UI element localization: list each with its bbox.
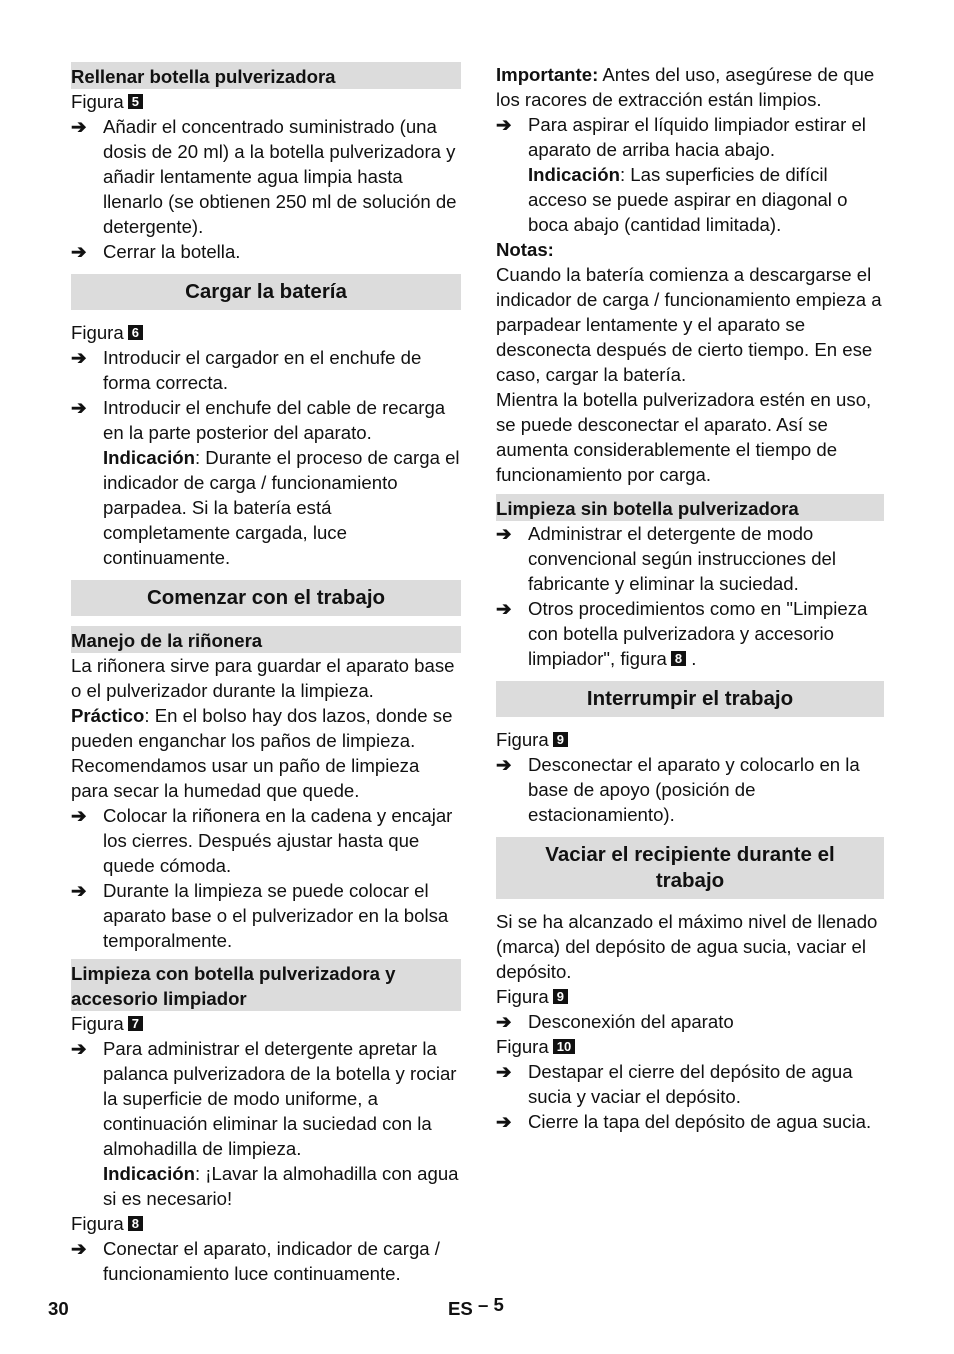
page-number: 30: [48, 1298, 69, 1319]
step-body: Para administrar el detergente apretar la palanca pulverizadora de la botella y rociar la superficie de modo uniforme, a continuación eliminar la suciedad con la almohadilla de limpieza.: [103, 1038, 457, 1159]
note-text: : Durante el proceso de carga el indicador de carga / funcionamiento parpadea. Si la batería está completamente cargada, luce continuamente.: [103, 447, 460, 568]
step-end: .: [691, 648, 697, 669]
step-text: [103, 395, 461, 570]
arrow-right-icon: ➔: [496, 1111, 512, 1132]
figura-label: Figura: [71, 91, 124, 112]
figure-number: 8: [671, 651, 686, 666]
arrow-right-icon: ➔: [71, 1238, 87, 1259]
step-text: Añadir el concentrado suministrado (una dosis de 20 ml) a la botella pulverizadora y añadir lentamente agua limpia hasta llenarlo (se obtienen 250 ml de solución de detergente).: [103, 116, 457, 237]
practico-text: : En el bolso hay dos lazos, donde se pueden enganchar los paños de limpieza. Recomendamos usar un paño de limpieza para secar la humedad que quede.: [71, 705, 453, 801]
note-label: Indicación: [528, 164, 620, 185]
arrow-right-icon: ➔: [71, 1038, 87, 1059]
arrow-right-icon: ➔: [71, 116, 87, 137]
importante-text: Antes del uso, asegúrese de que los racores de extracción están limpios.: [496, 64, 875, 110]
arrow-right-icon: ➔: [496, 1011, 512, 1032]
figura-label: Figura: [496, 729, 549, 750]
step-body: Para aspirar el líquido limpiador estirar el aparato de arriba hacia abajo.: [528, 114, 866, 160]
figura-label: Figura: [71, 1013, 124, 1034]
instruction-step: [71, 114, 461, 239]
step-body: Otros procedimientos como en "Limpieza con botella pulverizadora y accesorio limpiador", figura: [528, 598, 868, 669]
step-text: Desconectar el aparato y colocarlo en la base de apoyo (posición de estacionamiento).: [528, 754, 860, 825]
figure-ref: [71, 1011, 461, 1036]
arrow-right-icon: ➔: [496, 598, 512, 619]
figura-label: Figura: [71, 1213, 124, 1234]
note-text: : ¡Lavar la almohadilla con agua si es necesario!: [103, 1163, 459, 1209]
figure-number: 7: [128, 1016, 143, 1031]
step-text: Administrar el detergente de modo convencional según instrucciones del fabricante y eliminar la suciedad.: [528, 523, 837, 594]
figure-ref: [496, 984, 884, 1009]
instruction-step: [496, 596, 884, 671]
step-text: Conectar el aparato, indicador de carga / funcionamiento luce continuamente.: [103, 1238, 440, 1284]
figure-ref: [496, 727, 884, 752]
heading-limpieza-con: Limpieza con botella pulverizadora y accesorio limpiador: [71, 959, 461, 1011]
heading-sin-botella: Limpieza sin botella pulverizadora: [496, 494, 884, 521]
note-label: Indicación: [103, 447, 195, 468]
arrow-right-icon: ➔: [71, 397, 87, 418]
footer-section: [448, 1294, 504, 1320]
figura-label: Figura: [496, 986, 549, 1007]
instruction-step: [71, 803, 461, 878]
heading-interrumpir: Interrumpir el trabajo: [496, 681, 884, 717]
paragraph: Cuando la batería comienza a descargarse el indicador de carga / funcionamiento empieza a parpadear lentamente y el aparato se desconecta después de cierto tiempo. En ese caso, cargar la batería.: [496, 264, 882, 385]
instruction-step: [496, 1009, 884, 1034]
step-body: Introducir el enchufe del cable de recarga en la parte posterior del aparato.: [103, 397, 446, 443]
step-text: Cerrar la botella.: [103, 241, 241, 262]
step-text: Cierre la tapa del depósito de agua sucia.: [528, 1111, 872, 1132]
left-column: [71, 62, 461, 1286]
figure-ref: [71, 89, 461, 114]
instruction-step: [71, 1236, 461, 1286]
step-text: [103, 1036, 461, 1211]
instruction-step: [71, 239, 461, 264]
instruction-step: [496, 752, 884, 827]
footer-section-number: – 5: [477, 1294, 504, 1315]
notas-label: Notas:: [496, 239, 554, 260]
figure-number: 9: [553, 989, 568, 1004]
paragraph: Mientra la botella pulverizadora estén en uso, se puede desconectar el aparato. Así se aumenta considerablemente el tiempo de funcionamiento por carga.: [496, 389, 872, 485]
note-text: : Las superficies de difícil acceso se puede aspirar en diagonal o boca abajo (cantidad limitada).: [528, 164, 848, 235]
paragraph: [496, 62, 884, 112]
instruction-step: [71, 395, 461, 570]
instruction-step: [496, 1109, 884, 1134]
arrow-right-icon: ➔: [496, 754, 512, 775]
figura-label: Figura: [496, 1036, 549, 1057]
arrow-right-icon: ➔: [71, 805, 87, 826]
figure-number: 6: [128, 325, 143, 340]
notas-heading: [496, 237, 884, 262]
footer-lang: ES: [448, 1298, 473, 1319]
instruction-step: [496, 1059, 884, 1109]
arrow-right-icon: ➔: [496, 523, 512, 544]
figure-ref: [71, 1211, 461, 1236]
instruction-step: [71, 1036, 461, 1211]
figure-ref: [71, 320, 461, 345]
figura-label: Figura: [71, 322, 124, 343]
arrow-right-icon: ➔: [496, 114, 512, 135]
arrow-right-icon: ➔: [71, 241, 87, 262]
figure-number: 5: [128, 94, 143, 109]
arrow-right-icon: ➔: [71, 880, 87, 901]
figure-number: 9: [553, 732, 568, 747]
importante-label: Importante:: [496, 64, 599, 85]
practico-label: Práctico: [71, 705, 145, 726]
step-text: Destapar el cierre del depósito de agua sucia y vaciar el depósito.: [528, 1061, 853, 1107]
heading-rellenar: Rellenar botella pulverizadora: [71, 62, 461, 89]
figure-number: 10: [553, 1039, 575, 1054]
figure-ref: [496, 1034, 884, 1059]
instruction-step: [496, 521, 884, 596]
step-text: [528, 112, 884, 237]
paragraph: La riñonera sirve para guardar el aparato base o el pulverizador durante la limpieza.: [71, 655, 455, 701]
step-text: Introducir el cargador en el enchufe de forma correcta.: [103, 347, 422, 393]
right-column: [496, 62, 884, 1134]
step-text: Desconexión del aparato: [528, 1011, 734, 1032]
heading-cargar: Cargar la batería: [71, 274, 461, 310]
arrow-right-icon: ➔: [496, 1061, 512, 1082]
paragraph: [71, 703, 461, 803]
heading-comenzar: Comenzar con el trabajo: [71, 580, 461, 616]
step-text: [528, 596, 884, 671]
note-label: Indicación: [103, 1163, 195, 1184]
heading-rinonera: Manejo de la riñonera: [71, 626, 461, 653]
heading-vaciar: Vaciar el recipiente durante el trabajo: [496, 837, 884, 899]
figure-number: 8: [128, 1216, 143, 1231]
instruction-step: [496, 112, 884, 237]
step-text: Colocar la riñonera en la cadena y encajar los cierres. Después ajustar hasta que quede cómoda.: [103, 805, 453, 876]
paragraph: Si se ha alcanzado el máximo nivel de llenado (marca) del depósito de agua sucia, vaciar el depósito.: [496, 911, 878, 982]
step-text: Durante la limpieza se puede colocar el aparato base o el pulverizador en la bolsa temporalmente.: [103, 880, 449, 951]
instruction-step: [71, 878, 461, 953]
arrow-right-icon: ➔: [71, 347, 87, 368]
instruction-step: [71, 345, 461, 395]
